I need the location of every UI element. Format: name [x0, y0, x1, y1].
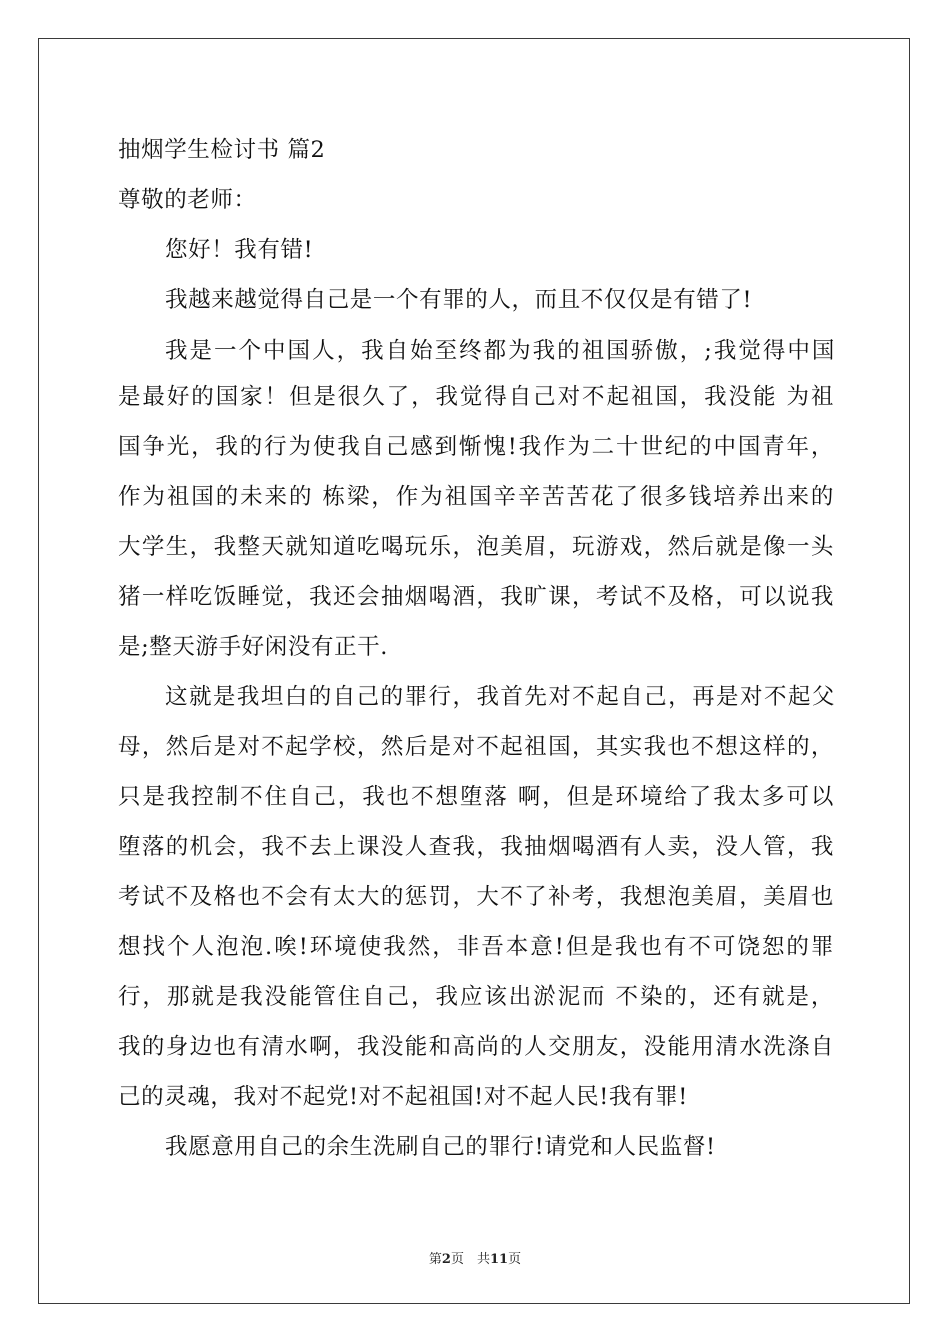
paragraph-line: 考试不及格也不会有太大的惩罚，大不了补考，我想泡美眉，美眉也 — [118, 884, 834, 910]
paragraph-line: 这就是我坦白的自己的罪行，我首先对不起自己，再是对不起父 — [165, 684, 835, 710]
document-title: 抽烟学生检讨书 篇2 — [118, 137, 326, 163]
paragraph-line: 我越来越觉得自己是一个有罪的人，而且不仅仅是有错了! — [165, 287, 753, 313]
current-page-number: 2 — [441, 1252, 451, 1267]
page-suffix: 页 — [508, 1252, 522, 1267]
paragraph-line: 想找个人泡泡.唉!环境使我然，非吾本意!但是我也有不可饶恕的罪 — [118, 934, 834, 960]
paragraph-line: 是;整天游手好闲没有正干. — [118, 634, 389, 660]
page-border — [38, 38, 910, 1304]
paragraph-line: 只是我控制不住自己，我也不想堕落 啊，但是环境给了我太多可以 — [118, 784, 834, 810]
page-number-footer — [0, 1248, 950, 1267]
paragraph-line: 行，那就是我没能管住自己，我应该出淤泥而 不染的，还有就是， — [118, 984, 834, 1010]
paragraph-line: 母，然后是对不起学校，然后是对不起祖国，其实我也不想这样的， — [118, 734, 834, 760]
paragraph-line: 己的灵魂，我对不起党!对不起祖国!对不起人民!我有罪! — [118, 1084, 688, 1110]
paragraph-line: 是最好的国家！但是很久了，我觉得自己对不起祖国，我没能 为祖 — [118, 384, 834, 410]
page-prefix: 第 — [428, 1252, 442, 1267]
paragraph-line: 猪一样吃饭睡觉，我还会抽烟喝酒，我旷课，考试不及格，可以说我 — [118, 584, 834, 610]
paragraph-line: 国争光，我的行为使我自己感到惭愧!我作为二十世纪的中国青年， — [118, 434, 834, 460]
paragraph-line: 堕落的机会，我不去上课没人查我，我抽烟喝酒有人卖，没人管，我 — [118, 834, 834, 860]
total-page-number: 11 — [489, 1252, 509, 1267]
salutation: 尊敬的老师： — [118, 187, 257, 213]
paragraph-line: 我愿意用自己的余生洗刷自己的罪行!请党和人民监督! — [165, 1134, 716, 1160]
paragraph-line: 作为祖国的未来的 栋梁，作为祖国辛辛苦苦花了很多钱培养出来的 — [118, 484, 834, 510]
paragraph-line: 我是一个中国人，我自始至终都为我的祖国骄傲，;我觉得中国 — [165, 338, 835, 364]
page-mid: 页 共 — [450, 1252, 490, 1267]
greeting: 您好！我有错! — [165, 237, 314, 263]
paragraph-line: 大学生，我整天就知道吃喝玩乐，泡美眉，玩游戏，然后就是像一头 — [118, 534, 834, 560]
paragraph-line: 我的身边也有清水啊，我没能和高尚的人交朋友，没能用清水洗涤自 — [118, 1034, 834, 1060]
